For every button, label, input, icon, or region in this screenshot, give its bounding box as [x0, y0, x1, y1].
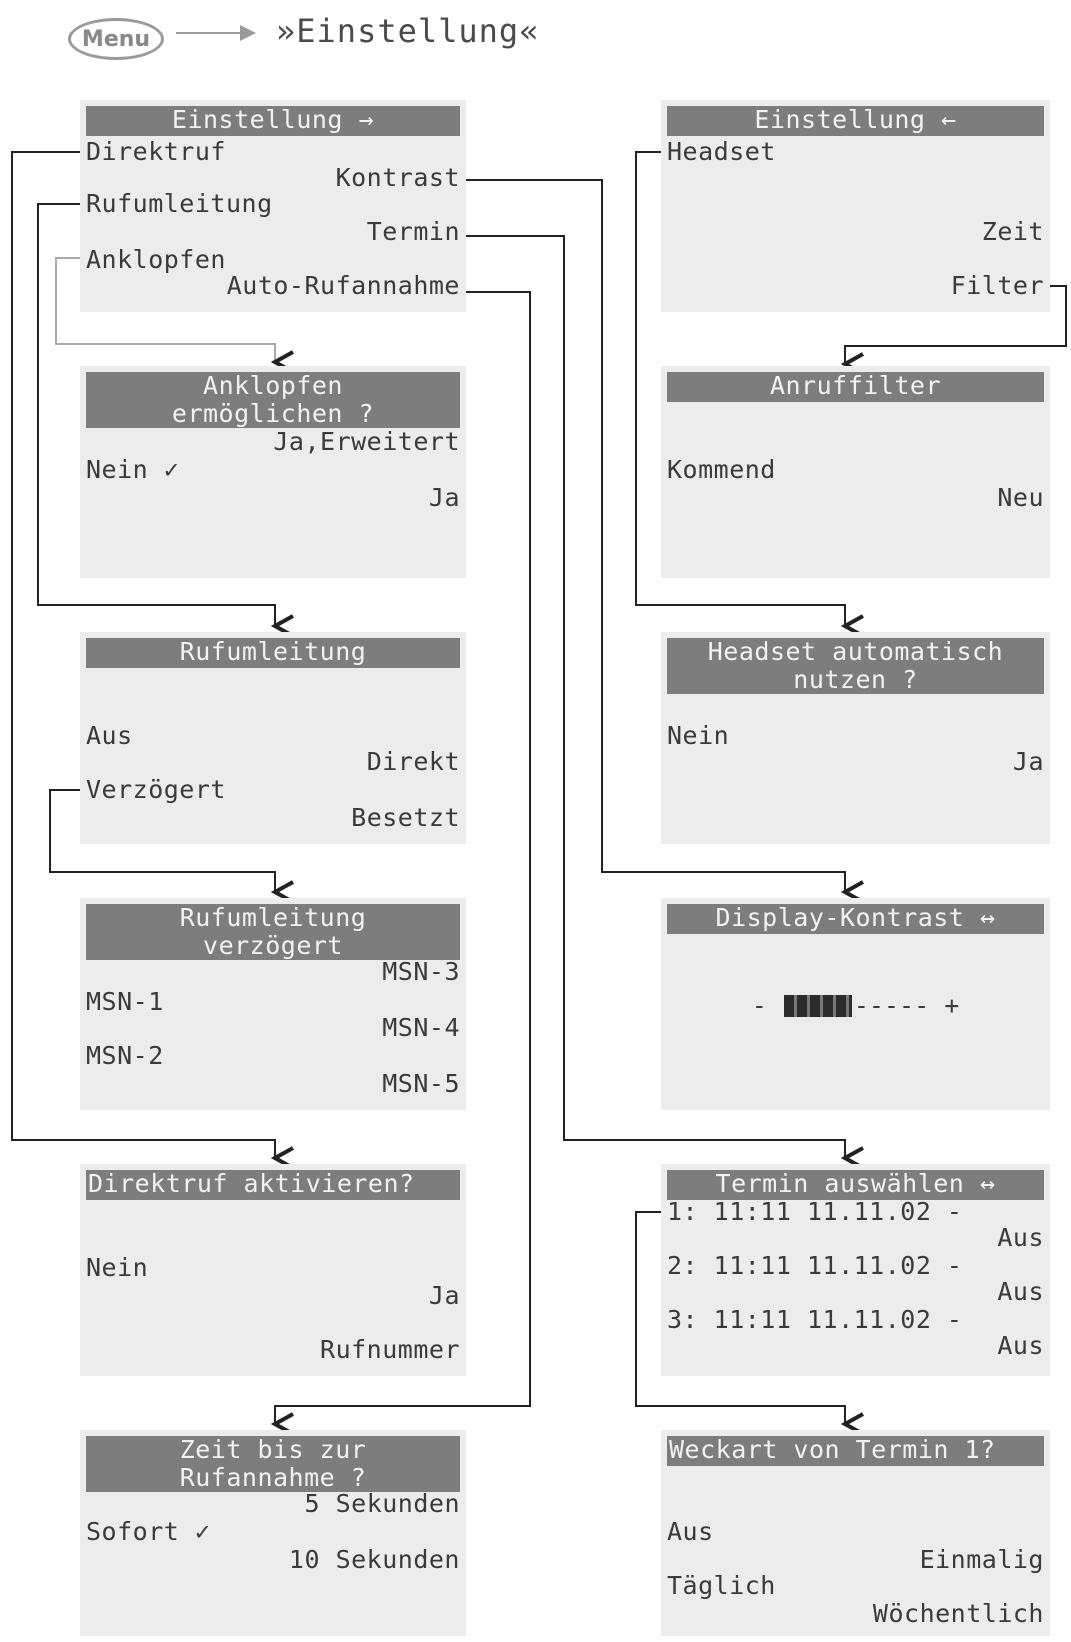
menu-item-headset[interactable]: Headset [667, 137, 776, 166]
screen-title [86, 372, 460, 428]
screen-rufumleitung-verzoegert [80, 898, 466, 1110]
option-besetzt[interactable]: Besetzt [351, 803, 460, 832]
screen-title: Display-Kontrast ↔ [667, 904, 1044, 934]
menu-item-direktruf[interactable]: Direktruf [86, 137, 226, 166]
contrast-minus[interactable]: - [751, 991, 767, 1020]
screen-title: Rufumleitung [86, 638, 460, 668]
termin-entry-1[interactable]: 1: 11:11 11.11.02 - [667, 1197, 963, 1226]
title-line-1: Rufumleitung [179, 904, 367, 932]
screen-title [667, 638, 1044, 694]
option-taeglich[interactable]: Täglich [667, 1571, 776, 1600]
screen-anruffilter [661, 366, 1050, 578]
contrast-slider[interactable] [661, 992, 1050, 1020]
option-aus[interactable]: Aus [86, 721, 133, 750]
screen-direktruf [80, 1164, 466, 1376]
option-verzoegert[interactable]: Verzögert [86, 775, 226, 804]
page-title: »Einstellung« [276, 12, 540, 50]
option-10-sekunden[interactable]: 10 Sekunden [288, 1545, 460, 1574]
option-ja-erweitert[interactable]: Ja,Erweitert [273, 427, 460, 456]
termin-state-2: Aus [997, 1277, 1044, 1306]
screen-title [86, 1436, 460, 1492]
title-line-2: nutzen ? [793, 665, 918, 694]
screen-einstellung-1 [80, 100, 466, 312]
menu-item-filter[interactable]: Filter [950, 271, 1044, 300]
menu-item-auto-rufannahme[interactable]: Auto-Rufannahme [226, 271, 460, 300]
option-direkt[interactable]: Direkt [366, 747, 460, 776]
option-msn-4[interactable]: MSN-4 [382, 1013, 460, 1042]
screen-zeit-rufannahme [80, 1430, 466, 1636]
title-line-2: Rufannahme ? [179, 1463, 367, 1492]
termin-entry-2[interactable]: 2: 11:11 11.11.02 - [667, 1251, 963, 1280]
screen-einstellung-2 [661, 100, 1050, 312]
screen-rufumleitung [80, 632, 466, 844]
option-ja[interactable]: Ja [428, 1281, 460, 1310]
option-msn-1[interactable]: MSN-1 [86, 987, 164, 1016]
title-line-2: ermöglichen ? [171, 399, 375, 428]
screen-title: Einstellung → [86, 106, 460, 136]
menu-arrowhead [240, 25, 256, 41]
screen-termin-auswaehlen [661, 1164, 1050, 1376]
option-nein[interactable]: Nein [667, 721, 730, 750]
title-line-1: Zeit bis zur [179, 1436, 367, 1464]
screen-title: Anruffilter [667, 372, 1044, 402]
option-msn-3[interactable]: MSN-3 [382, 957, 460, 986]
title-line-1: Anklopfen [203, 372, 343, 400]
title-line-2: verzögert [203, 931, 343, 960]
option-nein[interactable]: Nein ✓ [86, 455, 180, 484]
screen-anklopfen [80, 366, 466, 578]
option-neu[interactable]: Neu [997, 483, 1044, 512]
menu-item-zeit[interactable]: Zeit [981, 217, 1044, 246]
menu-item-termin[interactable]: Termin [366, 217, 460, 246]
menu-item-anklopfen[interactable]: Anklopfen [86, 245, 226, 274]
option-woechentlich[interactable]: Wöchentlich [872, 1599, 1044, 1628]
contrast-level-fill [784, 995, 852, 1017]
termin-state-3: Aus [997, 1331, 1044, 1360]
screen-display-kontrast [661, 898, 1050, 1110]
option-5-sekunden[interactable]: 5 Sekunden [304, 1489, 460, 1518]
screen-headset-auto [661, 632, 1050, 844]
option-einmalig[interactable]: Einmalig [919, 1545, 1044, 1574]
option-ja[interactable]: Ja [1012, 747, 1044, 776]
option-sofort[interactable]: Sofort ✓ [86, 1517, 211, 1546]
option-rufnummer[interactable]: Rufnummer [320, 1335, 460, 1364]
title-line-1: Headset automatisch [707, 638, 1004, 666]
option-msn-5[interactable]: MSN-5 [382, 1069, 460, 1098]
screen-weckart [661, 1430, 1050, 1636]
menu-item-kontrast[interactable]: Kontrast [335, 163, 460, 192]
screen-title: Einstellung ← [667, 106, 1044, 136]
option-nein[interactable]: Nein [86, 1253, 149, 1282]
option-kommend[interactable]: Kommend [667, 455, 776, 484]
screen-title: Termin auswählen ↔ [667, 1170, 1044, 1200]
screen-title [86, 904, 460, 960]
menu-button[interactable]: Menu [68, 18, 164, 60]
contrast-plus[interactable]: + [944, 991, 960, 1020]
option-msn-2[interactable]: MSN-2 [86, 1041, 164, 1070]
menu-item-rufumleitung[interactable]: Rufumleitung [86, 189, 273, 218]
option-ja[interactable]: Ja [428, 483, 460, 512]
contrast-dashes: ----- [853, 991, 930, 1020]
screen-title: Direktruf aktivieren? [86, 1170, 460, 1200]
option-aus[interactable]: Aus [667, 1517, 714, 1546]
termin-state-1: Aus [997, 1223, 1044, 1252]
screen-title: Weckart von Termin 1? [667, 1436, 1044, 1466]
termin-entry-3[interactable]: 3: 11:11 11.11.02 - [667, 1305, 963, 1334]
